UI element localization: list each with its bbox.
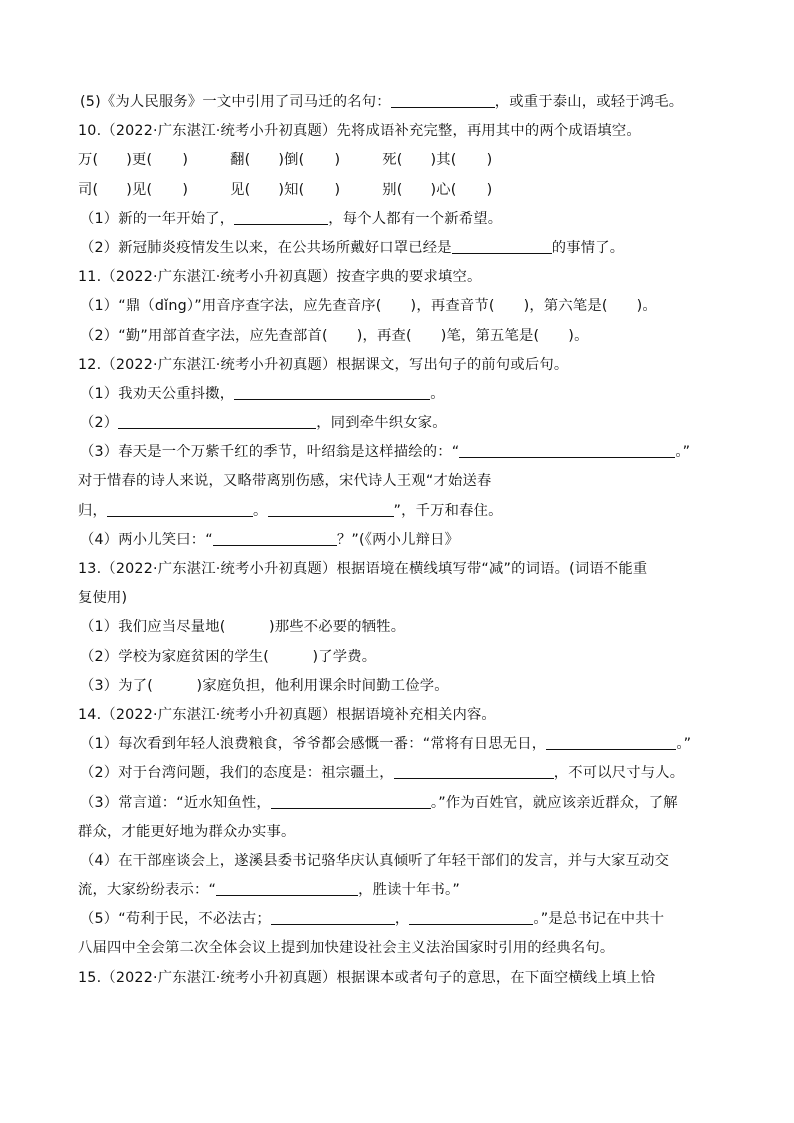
answer-blank[interactable] — [459, 440, 675, 458]
q13-sentence-2: （2）学校为家庭贫困的学生( )了学费。 — [80, 648, 377, 665]
answer-blank[interactable] — [107, 499, 253, 517]
answer-blank[interactable] — [268, 499, 394, 517]
q11-title: 11.（2022·广东湛江·统考小升初真题）按查字典的要求填空。 — [78, 269, 482, 286]
answer-blank[interactable] — [216, 878, 358, 896]
answer-blank[interactable] — [409, 907, 533, 925]
answer-blank[interactable] — [271, 907, 395, 925]
q13-title-cont: 复使用) — [78, 590, 128, 607]
answer-blank[interactable] — [271, 791, 431, 809]
q13-title: 13.（2022·广东湛江·统考小升初真题）根据语境在横线填写带“减”的词语。(词语不能重 — [78, 561, 648, 577]
q14-sentence-2: （2）对于台湾问题，我们的态度是：祖宗疆土， ，不可以尺寸与人。 — [78, 759, 728, 788]
answer-blank[interactable] — [546, 732, 676, 750]
q12-title: 12.（2022·广东湛江·统考小升初真题）根据课文，写出句子的前句或后句。 — [78, 356, 569, 373]
q11-sentence-1: （1）“鼎（dǐng）”用音序查字法，应先查音序( )，再查音节( )，第六笔是( )。 — [80, 298, 657, 315]
worksheet-page — [78, 88, 728, 993]
answer-blank[interactable] — [391, 90, 495, 108]
q11-sentence-2: （2）“勤”用部首查字法，应先查部首( )，再查( )笔，第五笔是( )。 — [80, 327, 589, 344]
q13-sentence-3: （3）为了( )家庭负担，他利用课余时间勤工俭学。 — [80, 677, 449, 694]
q12-sentence-4: （4）两小儿笑曰：“ ？”(《两小儿辩日》 — [78, 526, 728, 555]
answer-blank[interactable] — [394, 761, 554, 779]
answer-blank[interactable] — [234, 382, 430, 400]
q10-sentence-1: （1）新的一年开始了， ，每个人都有一个新希望。 — [78, 205, 728, 234]
answer-blank[interactable] — [213, 528, 337, 546]
q14-sentence-4-cont: 流，大家纷纷表示：“ ，胜读十年书。” — [78, 876, 728, 905]
q12-sentence-3: （3）春天是一个万紫千红的季节，叶绍翁是这样描绘的：“ 。” — [78, 438, 728, 467]
q14-sentence-5-cont: 八届四中全会第二次全体会议上提到加快建设社会主义法治国家时引用的经典名句。 — [78, 940, 615, 957]
q12-sentence-3-cont: 对于惜春的诗人来说，又略带离别伤感，宋代诗人王观“才始送春 — [78, 473, 492, 490]
q14-sentence-5: （5）“苟利于民，不必法古； ， 。”是总书记在中共十 — [78, 905, 728, 934]
q13-sentence-1: （1）我们应当尽量地( )那些不必要的牺牲。 — [80, 619, 406, 636]
q14-sentence-1: （1）每次看到年轻人浪费粮食，爷爷都会感慨一番：“常将有日思无日， 。” — [78, 730, 728, 759]
answer-blank[interactable] — [452, 236, 552, 254]
q10-idiom-row-2: 司( )见( ) 见( )知( ) 别( )心( ) — [78, 181, 493, 198]
q10-title: 10.（2022·广东湛江·统考小升初真题）先将成语补充完整，再用其中的两个成语填空。 — [78, 123, 641, 140]
q9-item-5: (5)《为人民服务》一文中引用了司马迁的名句： ，或重于泰山，或轻于鸿毛。 — [78, 88, 728, 117]
q12-sentence-3-end: 归， 。 ”，千万和春住。 — [78, 497, 728, 526]
q10-idiom-row-1: 万( )更( ) 翻( )倒( ) 死( )其( ) — [78, 152, 493, 169]
answer-blank[interactable] — [118, 411, 316, 429]
q14-title: 14.（2022·广东湛江·统考小升初真题）根据语境补充相关内容。 — [78, 706, 496, 723]
q14-sentence-3: （3）常言道：“近水知鱼性， 。”作为百姓官，就应该亲近群众，了解 — [78, 789, 728, 818]
q15-title: 15.（2022·广东湛江·统考小升初真题）根据课本或者句子的意思，在下面空横线上填上恰 — [78, 969, 656, 986]
q10-sentence-2: （2）新冠肺炎疫情发生以来，在公共场所戴好口罩已经是 的事情了。 — [78, 234, 728, 263]
q14-sentence-4: （4）在干部座谈会上，遂溪县委书记骆华庆认真倾听了年轻干部们的发言，并与大家互动交 — [80, 852, 670, 869]
q14-sentence-3-cont: 群众，才能更好地为群众办实事。 — [78, 823, 296, 840]
q12-sentence-2: （2） ，同到牵牛织女家。 — [78, 409, 728, 438]
q12-sentence-1: （1）我劝天公重抖擞， 。 — [78, 380, 728, 409]
answer-blank[interactable] — [234, 207, 328, 225]
